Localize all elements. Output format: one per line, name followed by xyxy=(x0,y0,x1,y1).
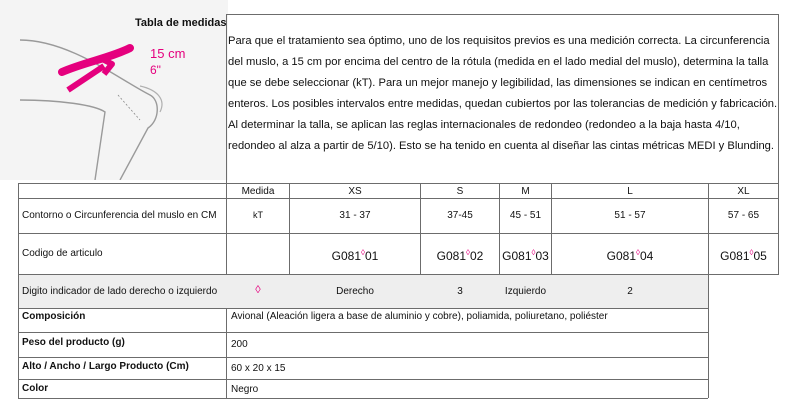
grid-line xyxy=(226,14,779,15)
grid-line xyxy=(18,198,779,199)
grid-line xyxy=(18,379,708,380)
code-prefix: G081 xyxy=(502,249,532,263)
grid-line xyxy=(18,357,708,358)
composition-value: Avional (Aleación ligera a base de aluminio y cobre), poliamida, poliuretano, poliéster xyxy=(231,311,608,322)
side-placeholder-icon: ◊ xyxy=(361,248,365,257)
intro-paragraph: Para que el tratamiento sea óptimo, uno de los requisitos previos es una medición correcta. La circunferencia del muslo, a 15 cm por encima del centro de la rótula (medida en el lado medial del muslo), determina la talla que se debe seleccionar (kT). Para un mejor manejo y legibilidad, las dimensiones se indican en centímetros enteros. Los posibles intervalos entre medidas, quedan cubiertos por las tolerancias de medición y fabricación. Al determinar la talla, se aplican las reglas internacionales de redondeo (redondeo a la baja hasta 4/10, redondeo al alza a partir de 5/10). Esto se ha tenido en cuenta al diseñar las cintas métricas MEDI y Blunding. xyxy=(228,35,778,152)
code-prefix: G081 xyxy=(606,249,637,263)
code-suffix: 02 xyxy=(469,249,484,263)
code-xl xyxy=(709,245,778,264)
header-measure: Medida xyxy=(241,186,275,197)
weight-label: Peso del producto (g) xyxy=(22,337,125,348)
code-suffix: 01 xyxy=(364,249,379,263)
grid-line xyxy=(18,332,708,333)
side-right-digit: 3 xyxy=(457,286,463,297)
grid-line xyxy=(18,183,779,184)
grid-line xyxy=(778,14,779,185)
code-suffix: 05 xyxy=(753,249,767,263)
contour-l: 51 - 57 xyxy=(614,210,646,221)
code-prefix: G081 xyxy=(436,249,467,263)
side-left-digit: 2 xyxy=(627,286,633,297)
header-s: S xyxy=(456,186,464,197)
code-label: Codigo de articulo xyxy=(22,248,103,259)
contour-label: Contorno o Circunferencia del muslo en CM xyxy=(22,210,217,221)
contour-xl: 57 - 65 xyxy=(727,210,760,221)
weight-value: 200 xyxy=(231,339,248,350)
contour-m: 45 - 51 xyxy=(509,210,542,221)
grid-line xyxy=(18,398,708,399)
code-m xyxy=(500,245,551,264)
header-l: L xyxy=(627,186,633,197)
code-suffix: 04 xyxy=(639,249,654,263)
composition-label: Composición xyxy=(22,311,86,322)
dimensions-label: Alto / Ancho / Largo Producto (Cm) xyxy=(22,361,189,372)
side-right-text: Derecho xyxy=(336,286,374,297)
cm-label: 15 cm xyxy=(150,46,186,61)
contour-measure: kT xyxy=(253,210,263,220)
side-placeholder-icon: ◊ xyxy=(466,248,470,257)
color-label: Color xyxy=(22,383,49,394)
header-xl: XL xyxy=(737,186,750,197)
code-prefix: G081 xyxy=(331,249,362,263)
side-mark: ◊ xyxy=(255,284,261,296)
code-suffix: 03 xyxy=(535,249,549,263)
side-label: Digito indicador de lado derecho o izquierdo xyxy=(22,286,218,297)
code-prefix: G081 xyxy=(720,249,750,263)
side-placeholder-icon: ◊ xyxy=(636,248,640,257)
color-value: Negro xyxy=(231,384,259,395)
grid-line xyxy=(226,14,227,183)
grid-line xyxy=(18,308,708,309)
contour-xs: 31 - 37 xyxy=(339,210,371,221)
header-xs: XS xyxy=(348,186,362,197)
page-title: Tabla de medidas xyxy=(135,17,227,29)
code-xs xyxy=(290,245,420,264)
inch-label: 6" xyxy=(150,63,161,77)
code-l xyxy=(552,245,708,264)
grid-line xyxy=(18,233,779,234)
grid-line xyxy=(778,183,779,275)
side-placeholder-icon: ◊ xyxy=(531,248,536,257)
side-placeholder-icon: ◊ xyxy=(749,248,754,257)
contour-s: 37-45 xyxy=(447,210,473,221)
header-m: M xyxy=(521,186,530,197)
dimensions-value: 60 x 20 x 15 xyxy=(231,363,286,374)
code-s xyxy=(421,245,499,264)
side-left-text: Izquierdo xyxy=(504,286,547,297)
